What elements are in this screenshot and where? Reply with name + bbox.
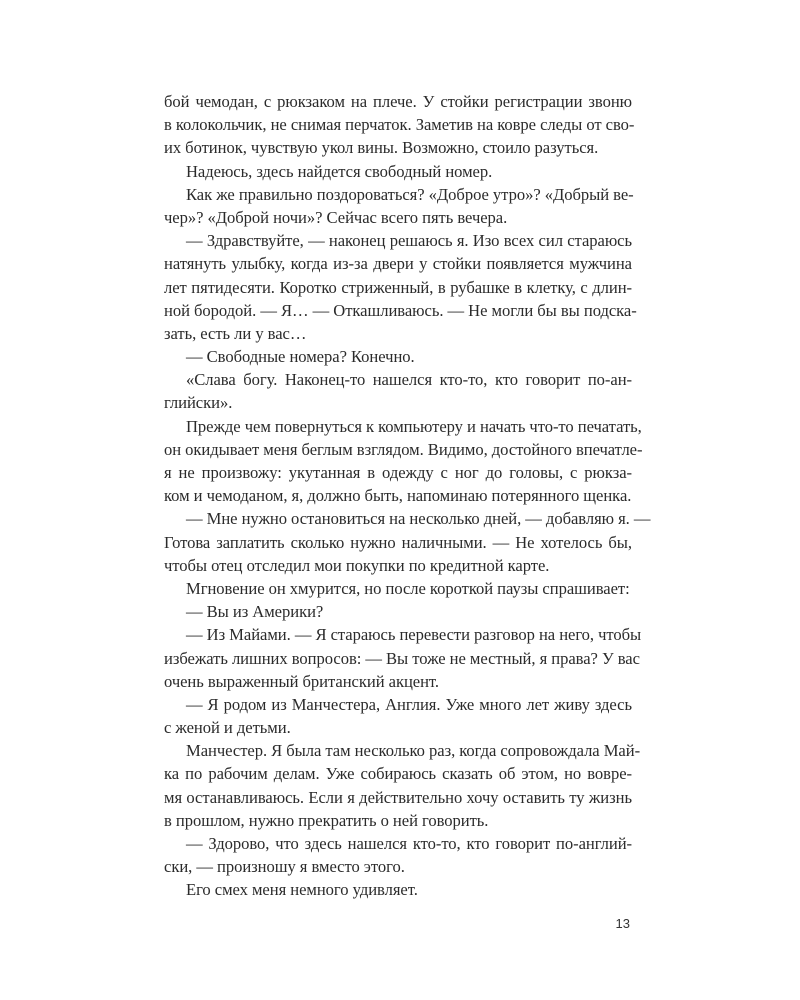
page-number: 13 [615, 916, 630, 931]
text-line: Его смех меня немного удивляет. [186, 880, 418, 900]
text-line: Как же правильно поздороваться? «Доброе утро»? «Добрый ве- [186, 184, 634, 204]
text-line: он окидывает меня беглым взглядом. Видимо, достойного впечатле- [164, 439, 643, 459]
text-line: я не произвожу: укутанная в одежду с ног до головы, с рюкза- [164, 463, 632, 482]
body-text [164, 90, 651, 902]
text-line: зать, есть ли у вас… [164, 323, 307, 343]
text-line: в прошлом, нужно прекратить о ней говорить. [164, 810, 489, 830]
text-line: — Здравствуйте, — наконец решаюсь я. Изо всех сил стараюсь [186, 231, 632, 251]
text-line: натянуть улыбку, когда из-за двери у стойки появляется мужчина [164, 254, 632, 274]
text-line: ной бородой. — Я… — Откашливаюсь. — Не могли бы вы подска- [164, 300, 637, 320]
text-line: ски, — произношу я вместо этого. [164, 857, 405, 877]
text-line: Прежде чем повернуться к компьютеру и начать что-то печатать, [186, 416, 642, 436]
text-line: мя останавливаюсь. Если я действительно хочу оставить ту жизнь [164, 787, 632, 807]
text-line: лет пятидесяти. Коротко стриженный, в рубашке в клетку, с длин- [164, 277, 632, 297]
text-line: глийски». [164, 393, 233, 413]
text-line: в колокольчик, не снимая перчаток. Заметив на ковре следы от сво- [164, 115, 635, 135]
text-line: бой чемодан, с рюкзаком на плече. У стойки регистрации звоню [164, 92, 632, 111]
text-line: — Из Майами. — Я стараюсь перевести разговор на него, чтобы [186, 625, 642, 645]
text-line: чтобы отец отследил мои покупки по кредитной карте. [164, 555, 550, 575]
text-line: ка по рабочим делам. Уже собираюсь сказать об этом, но вовре- [164, 764, 632, 784]
text-line: чер»? «Доброй ночи»? Сейчас всего пять вечера. [164, 207, 508, 227]
text-line: Готова заплатить сколько нужно наличными. — Не хотелось бы, [164, 532, 632, 552]
text-line: их ботинок, чувствую укол вины. Возможно, стоило разуться. [164, 138, 599, 158]
text-line: — Я родом из Манчестера, Англия. Уже много лет живу здесь [186, 694, 632, 714]
text-line: Мгновение он хмурится, но после короткой паузы спрашивает: [186, 578, 630, 598]
text-line: «Слава богу. Наконец-то нашелся кто-то, кто говорит по-ан- [186, 370, 632, 390]
text-line: избежать лишних вопросов: — Вы тоже не местный, я права? У вас [164, 648, 640, 668]
text-line: Надеюсь, здесь найдется свободный номер. [186, 161, 493, 181]
text-line: с женой и детьми. [164, 718, 291, 738]
text-line: — Мне нужно остановиться на несколько дней, — добавляю я. — [186, 509, 651, 529]
text-line: — Здорово, что здесь нашелся кто-то, кто говорит по-англий- [186, 834, 632, 853]
text-line: — Вы из Америки? [186, 602, 324, 622]
text-line: Манчестер. Я была там несколько раз, когда сопровождала Май- [186, 741, 641, 761]
text-line: — Свободные номера? Конечно. [186, 347, 415, 367]
text-line: очень выраженный британский акцент. [164, 671, 439, 691]
text-line: ком и чемоданом, я, должно быть, напоминаю потерянного щенка. [164, 486, 632, 506]
